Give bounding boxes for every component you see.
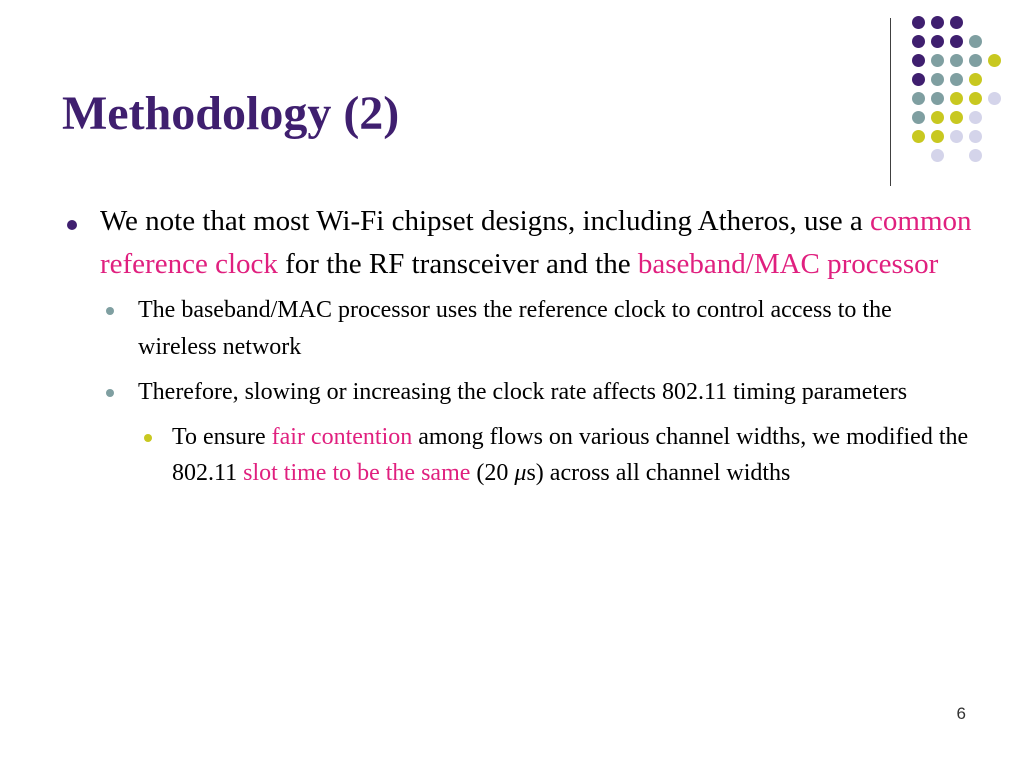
decor-dot <box>969 73 982 86</box>
decor-dot <box>950 16 963 29</box>
decor-dot <box>969 54 982 67</box>
decor-dot <box>912 16 925 29</box>
slide-title: Methodology (2) <box>62 87 400 140</box>
bullet-dot-icon <box>144 434 152 442</box>
bullet-text: (20 <box>470 460 515 486</box>
highlight-text: common reference clock <box>100 205 972 280</box>
decor-dot <box>912 92 925 105</box>
bullet-text: among flows on various channel widths, we modified the 802.11 <box>172 424 969 486</box>
slide-body <box>62 200 972 491</box>
bullet-text: for the RF transceiver and the <box>277 248 638 280</box>
page-number: 6 <box>956 704 966 723</box>
bullet-text: To ensure <box>172 424 272 450</box>
mu-symbol: μ <box>514 460 527 486</box>
decor-dot <box>931 130 944 143</box>
highlight-text: fair contention <box>271 424 413 450</box>
decor-dot <box>931 149 944 162</box>
decor-dot <box>988 92 1001 105</box>
decor-dot <box>931 54 944 67</box>
bullet-text: Therefore, slowing or increasing the clock rate affects 802.11 timing parameters <box>138 379 908 405</box>
decor-dot <box>950 92 963 105</box>
decor-dot <box>931 35 944 48</box>
bullet-level-3 <box>138 419 972 491</box>
decor-dot <box>969 149 982 162</box>
decor-dot <box>912 54 925 67</box>
bullet-dot-icon <box>67 220 77 230</box>
bullet-text: s) across all channel widths <box>526 460 791 486</box>
bullet-text: We note that most Wi-Fi chipset designs, including Atheros, use a <box>100 205 871 237</box>
title-divider-line <box>890 18 891 186</box>
bullet-level-1 <box>62 200 972 286</box>
decor-dot <box>969 111 982 124</box>
bullet-level-2 <box>100 292 972 366</box>
decor-dot <box>912 111 925 124</box>
bullet-level-2 <box>100 374 972 411</box>
decor-dot <box>969 35 982 48</box>
decor-dot <box>950 54 963 67</box>
highlight-text: slot time to be the same <box>243 460 471 486</box>
decor-dot <box>931 92 944 105</box>
decor-dot <box>931 73 944 86</box>
decor-dot <box>969 130 982 143</box>
bullet-dot-icon <box>106 389 114 397</box>
decor-dot <box>931 111 944 124</box>
bullet-dot-icon <box>106 307 114 315</box>
decor-dot <box>912 73 925 86</box>
bullet-text: The baseband/MAC processor uses the reference clock to control access to the wireless network <box>138 297 892 360</box>
decor-dot <box>950 130 963 143</box>
decor-dot <box>912 35 925 48</box>
decor-dot <box>969 92 982 105</box>
decor-dot <box>912 130 925 143</box>
decor-dot <box>950 111 963 124</box>
highlight-text: baseband/MAC processor <box>637 248 939 280</box>
decor-dot <box>950 35 963 48</box>
decor-dot <box>950 73 963 86</box>
decor-dot <box>931 16 944 29</box>
decor-dot <box>988 54 1001 67</box>
